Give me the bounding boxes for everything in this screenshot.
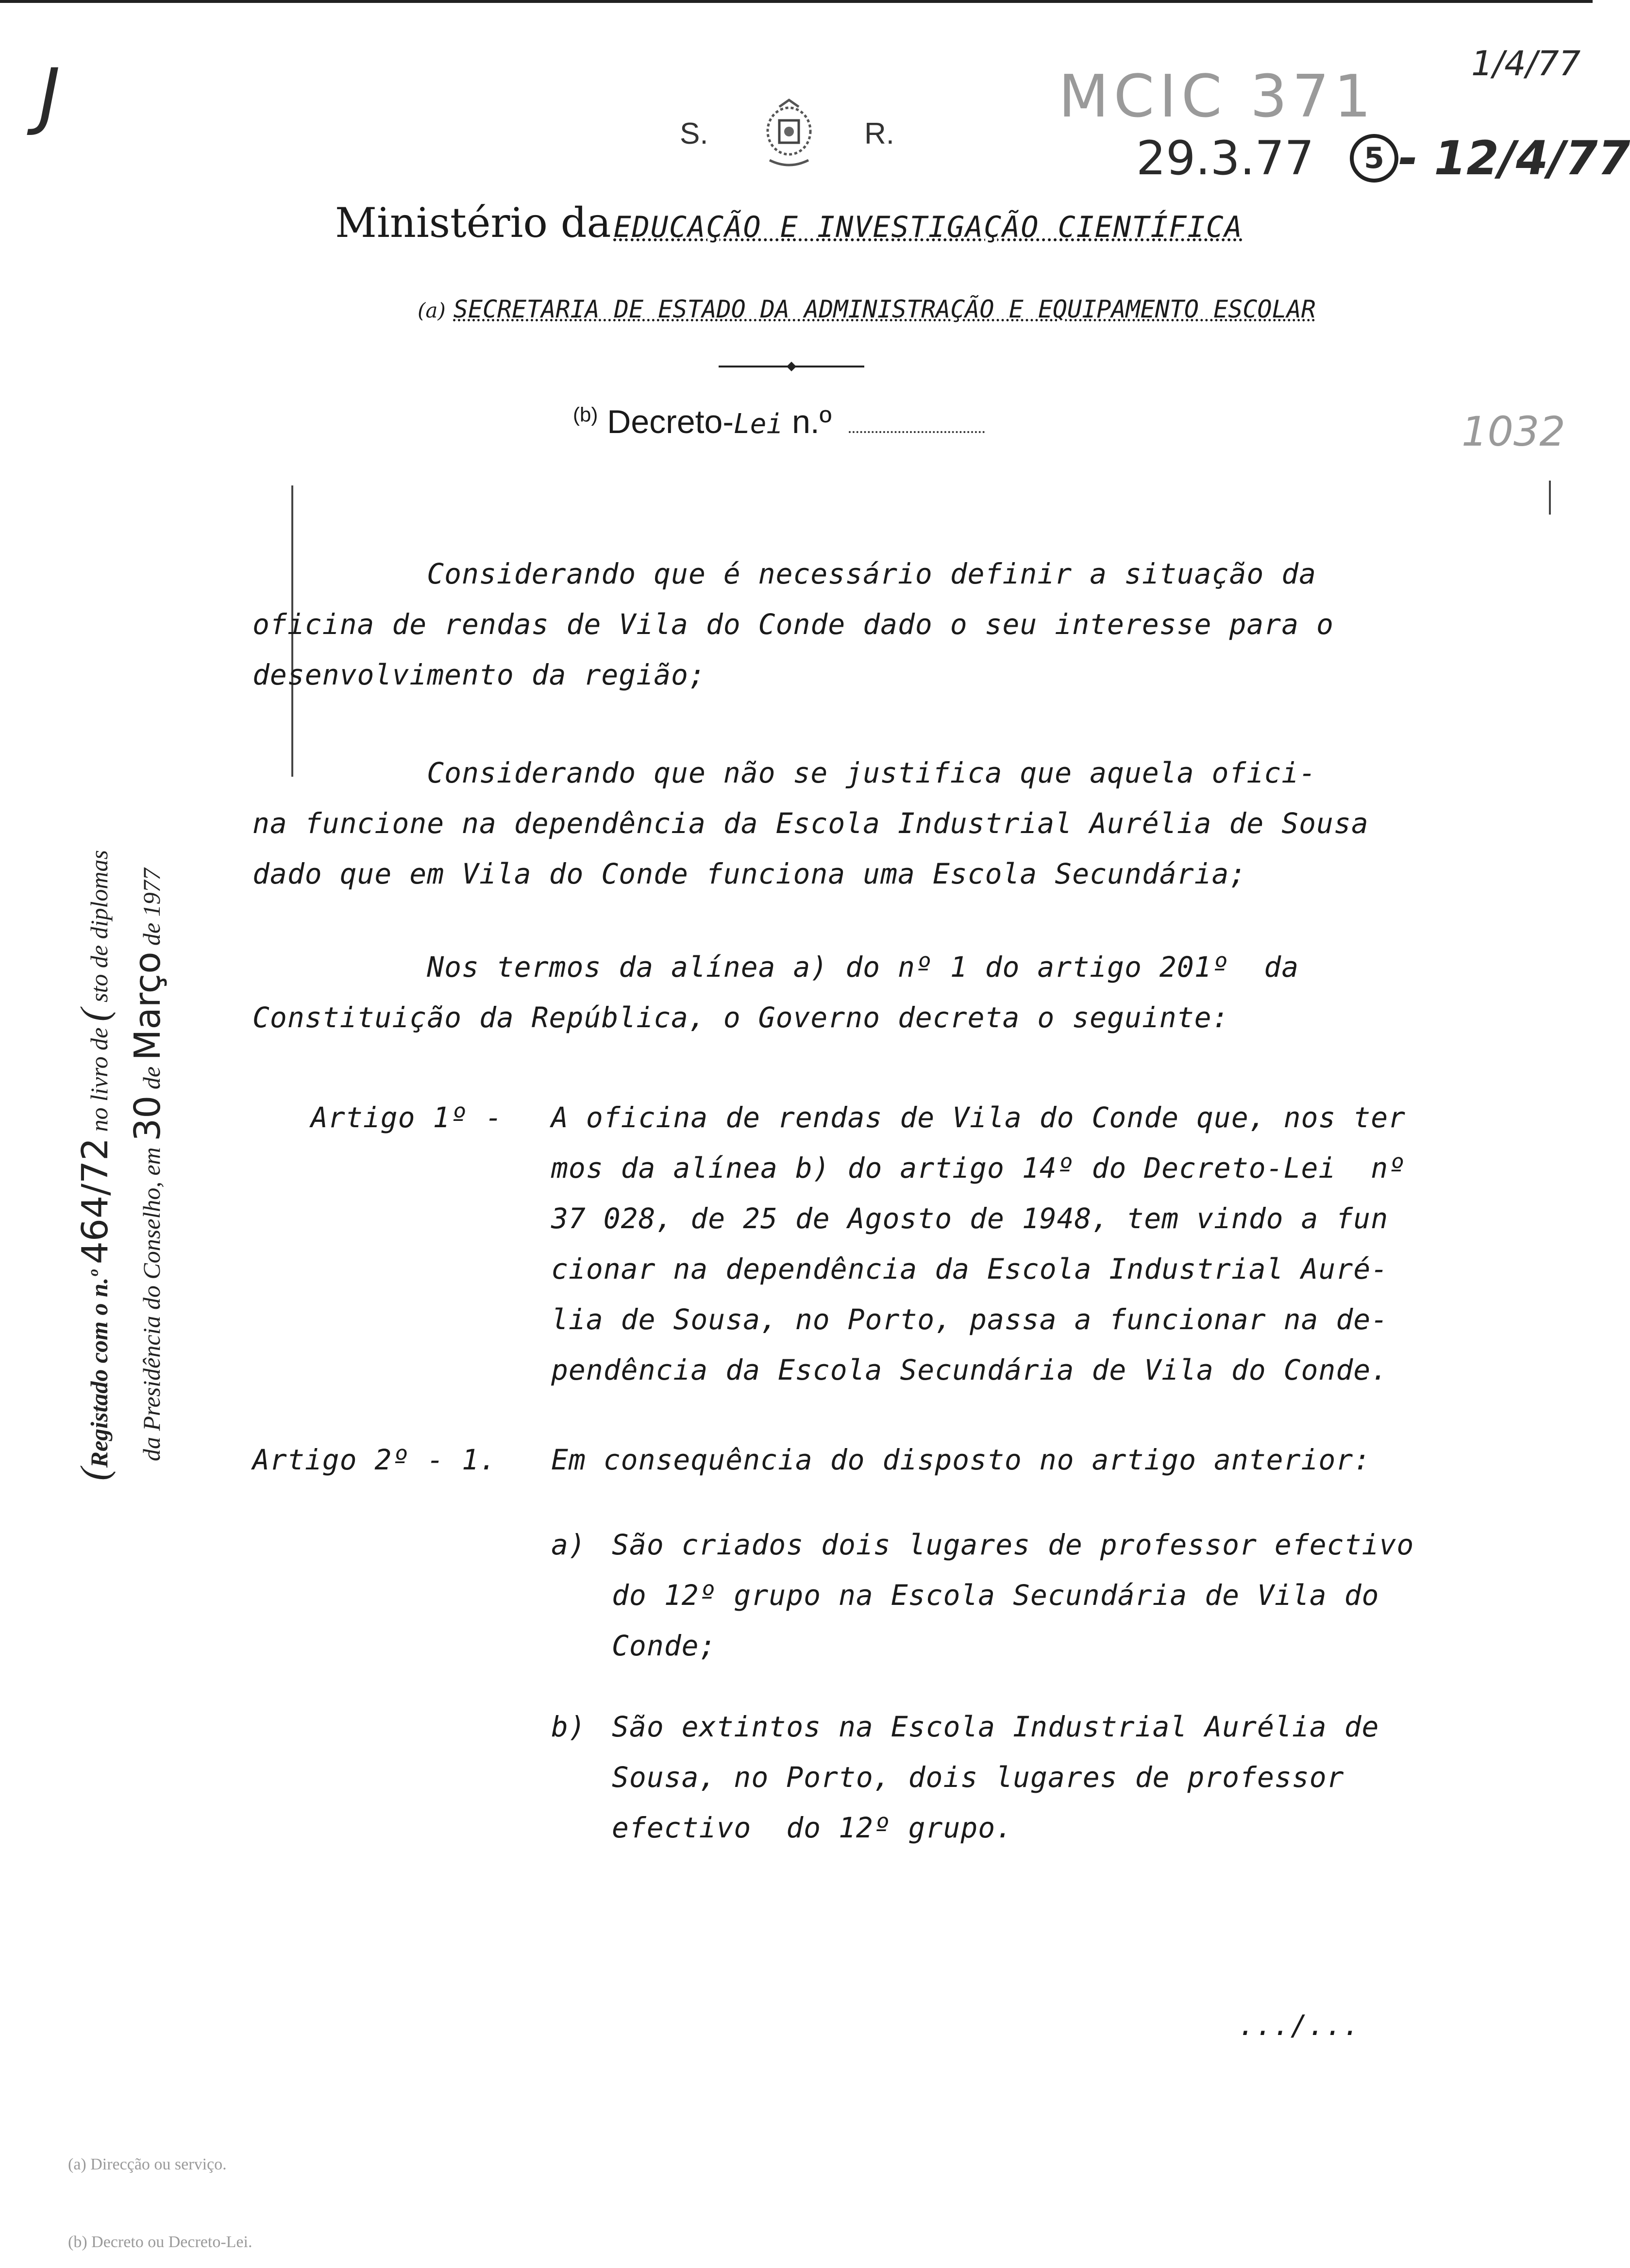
article-1-label: Artigo 1º - bbox=[311, 1101, 503, 1134]
register-number: 464/72 bbox=[74, 1137, 116, 1265]
handwritten-date-3: - 12/4/77 bbox=[1398, 131, 1630, 185]
side-register-label-2c: de 1977 bbox=[138, 868, 165, 946]
corner-mark: 1032 bbox=[1462, 408, 1565, 455]
secretaria-name: SECRETARIA DE ESTADO DA ADMINISTRAÇÃO E EQUIPAMENTO ESCOLAR bbox=[453, 295, 1316, 323]
header-divider bbox=[719, 359, 864, 374]
reference-stamp: MCIC 371 bbox=[1059, 63, 1376, 131]
side-register-label-1c: sto de diplomas bbox=[85, 850, 113, 1002]
footnote-a: (a) Direcção ou serviço. bbox=[68, 2155, 227, 2173]
register-day: 30 bbox=[127, 1095, 168, 1141]
paragraph-2: Considerando que não se justifica que aquela ofici- na funcione na dependência da Escola Industrial Aurélia de Sousa dado que em Vila do Conde funciona uma Escola Secundária; bbox=[252, 756, 1369, 890]
handwritten-date-1: 29.3.77 bbox=[1136, 131, 1314, 185]
margin-line-right bbox=[1549, 481, 1551, 515]
secretaria-line bbox=[418, 295, 1316, 323]
side-register-line-2 bbox=[127, 850, 168, 1461]
continuation-mark: .../... bbox=[1238, 2009, 1361, 2042]
register-month: Março bbox=[127, 951, 168, 1061]
header-r: R. bbox=[864, 117, 894, 150]
decreto-number-blank bbox=[849, 431, 985, 433]
side-register-stamp bbox=[73, 850, 168, 1481]
article-2-intro: Em consequência do disposto no artigo anterior: bbox=[551, 1443, 1371, 1476]
republic-emblem-icon bbox=[757, 97, 821, 170]
ministry-label: Ministério da bbox=[335, 199, 611, 247]
date-3-value: 12/4/77 bbox=[1434, 131, 1630, 185]
paragraph-1: Considerando que é necessário definir a situação da oficina de rendas de Vila do Conde dado o seu interesse para o desenvolvimento da região; bbox=[252, 557, 1334, 691]
article-1-text: A oficina de rendas de Vila do Conde que, nos ter mos da alínea b) do artigo 14º do Decreto-Lei nº 37 028, de 25 de Agosto de 1948, tem vindo a fun cionar na dependência da Escola Industrial Auré- lia de Sousa, no Porto, passa a funcionar na de- pendência da Escola Secundária de Vila do Conde. bbox=[551, 1101, 1406, 1386]
paragraph-3: Nos termos da alínea a) do nº 1 do artigo 201º da Constituição da República, o Governo decreta o seguinte: bbox=[252, 951, 1299, 1034]
decreto-no: n.º bbox=[792, 403, 832, 440]
handwritten-date-2: 1/4/77 bbox=[1471, 44, 1581, 83]
decreto-lei: Lei bbox=[734, 408, 783, 440]
article-2-a-text: São criados dois lugares de professor efectivo do 12º grupo na Escola Secundária de Vila do Conde; bbox=[612, 1528, 1414, 1662]
footnote-b: (b) Decreto ou Decreto-Lei. bbox=[68, 2233, 252, 2251]
article-2-b-text: São extintos na Escola Industrial Aurélia de Sousa, no Porto, dois lugares de professor efectivo do 12º grupo. bbox=[612, 1710, 1379, 1844]
article-2-label: Artigo 2º - 1. bbox=[252, 1443, 497, 1476]
page-top-border bbox=[0, 0, 1593, 3]
side-register-label-2: da Presidência do Conselho, em bbox=[138, 1147, 165, 1461]
ministry-line bbox=[335, 199, 1243, 247]
ministry-name: EDUCAÇÃO E INVESTIGAÇÃO CIENTÍFICA bbox=[613, 210, 1243, 244]
decreto-prefix: (b) bbox=[573, 403, 598, 426]
decreto-label: Decreto- bbox=[607, 403, 734, 440]
circled-number: 5 bbox=[1350, 134, 1398, 183]
article-2-b-label: b) bbox=[551, 1710, 586, 1743]
secretaria-prefix: (a) bbox=[418, 299, 446, 322]
side-register-label-2b: de bbox=[138, 1066, 165, 1090]
initial-mark: J bbox=[39, 53, 61, 138]
header-s: S. bbox=[680, 117, 708, 150]
article-2-a-label: a) bbox=[551, 1528, 586, 1561]
side-register-line-1: (Registado com o n.º 464/72 no livro de ( sto de diplomas bbox=[73, 850, 116, 1481]
decreto-line bbox=[573, 403, 985, 441]
side-register-label-1: Registado com o n.º bbox=[85, 1270, 113, 1468]
side-register-label-1b: no livro de bbox=[85, 1027, 113, 1132]
